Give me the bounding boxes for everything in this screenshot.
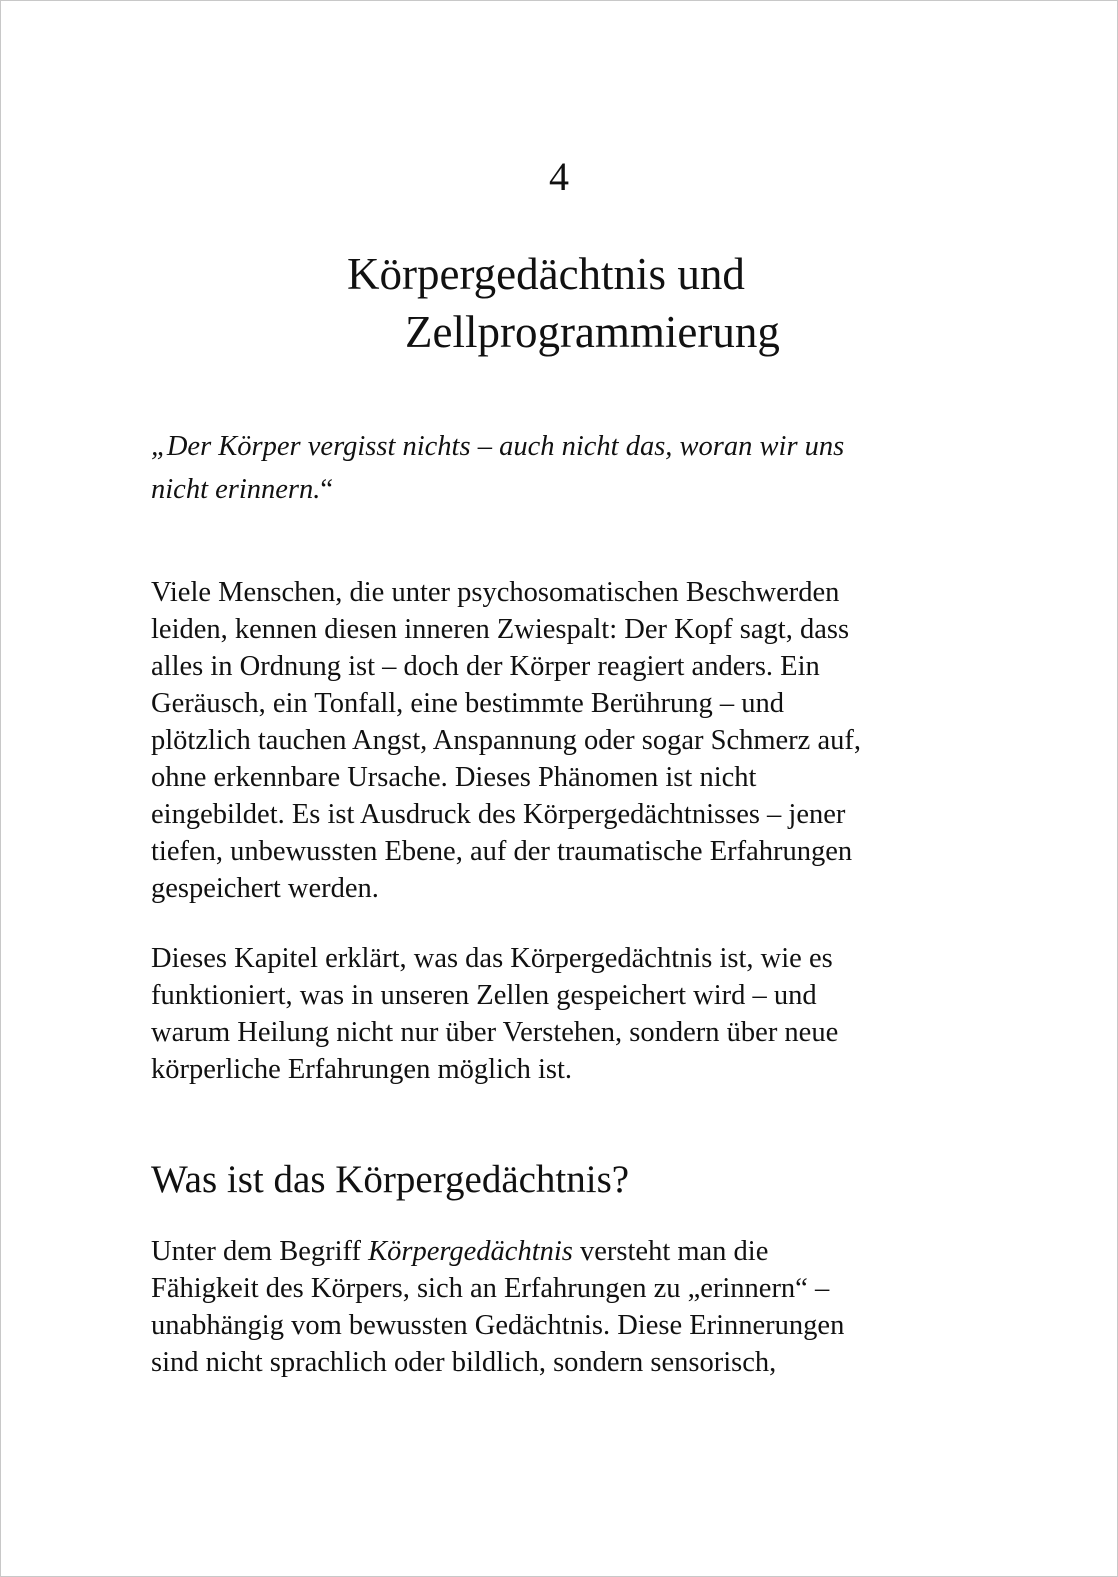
paragraph-line: tiefen, unbewussten Ebene, auf der traumatische Erfahrungen <box>151 836 853 867</box>
paragraph-line: sind nicht sprachlich oder bildlich, sondern sensorisch, <box>151 1347 777 1378</box>
paragraph-line: eingebildet. Es ist Ausdruck des Körpergedächtnisses – jener <box>151 799 846 830</box>
epigraph-quote <box>151 425 951 511</box>
paragraph-text: versteht man die <box>572 1236 769 1267</box>
paragraph-line: körperliche Erfahrungen möglich ist. <box>151 1054 573 1085</box>
epigraph-line <box>151 468 951 511</box>
section-paragraph <box>151 1233 961 1381</box>
paragraph-line: funktioniert, was in unseren Zellen gespeichert wird – und <box>151 980 817 1011</box>
section-heading: Was ist das Körpergedächtnis? <box>151 1158 630 1201</box>
paragraph-line: leiden, kennen diesen inneren Zwiespalt: Der Kopf sagt, dass <box>151 614 850 645</box>
paragraph-line: alles in Ordnung ist – doch der Körper reagiert anders. Ein <box>151 651 820 682</box>
chapter-number: 4 <box>549 154 569 199</box>
paragraph-line: ohne erkennbare Ursache. Dieses Phänomen ist nicht <box>151 762 757 793</box>
epigraph-closing-quote: “ <box>320 474 334 505</box>
paragraph-line <box>151 1233 961 1270</box>
epigraph-line-text: nicht erinnern. <box>151 474 321 505</box>
paragraph-line: plötzlich tauchen Angst, Anspannung oder sogar Schmerz auf, <box>151 725 861 756</box>
intro-paragraph-1 <box>151 574 961 907</box>
paragraph-line: gespeichert werden. <box>151 873 379 904</box>
emphasized-term: Körpergedächtnis <box>368 1236 573 1267</box>
epigraph-line: „Der Körper vergisst nichts – auch nicht das, woran wir uns <box>151 431 845 462</box>
paragraph-line: Geräusch, ein Tonfall, eine bestimmte Berührung – und <box>151 688 785 719</box>
paragraph-line: warum Heilung nicht nur über Verstehen, sondern über neue <box>151 1017 839 1048</box>
intro-paragraph-2 <box>151 940 961 1088</box>
paragraph-line: unabhängig vom bewussten Gedächtnis. Diese Erinnerungen <box>151 1310 845 1341</box>
paragraph-line: Dieses Kapitel erklärt, was das Körpergedächtnis ist, wie es <box>151 943 833 974</box>
paragraph-text: Unter dem Begriff <box>151 1236 369 1267</box>
chapter-title-line-2: Zellprogrammierung <box>405 307 780 357</box>
chapter-title-line-1: Körpergedächtnis und <box>347 249 745 299</box>
paragraph-line: Fähigkeit des Körpers, sich an Erfahrungen zu „erinnern“ – <box>151 1273 830 1304</box>
paragraph-line: Viele Menschen, die unter psychosomatischen Beschwerden <box>151 577 840 608</box>
